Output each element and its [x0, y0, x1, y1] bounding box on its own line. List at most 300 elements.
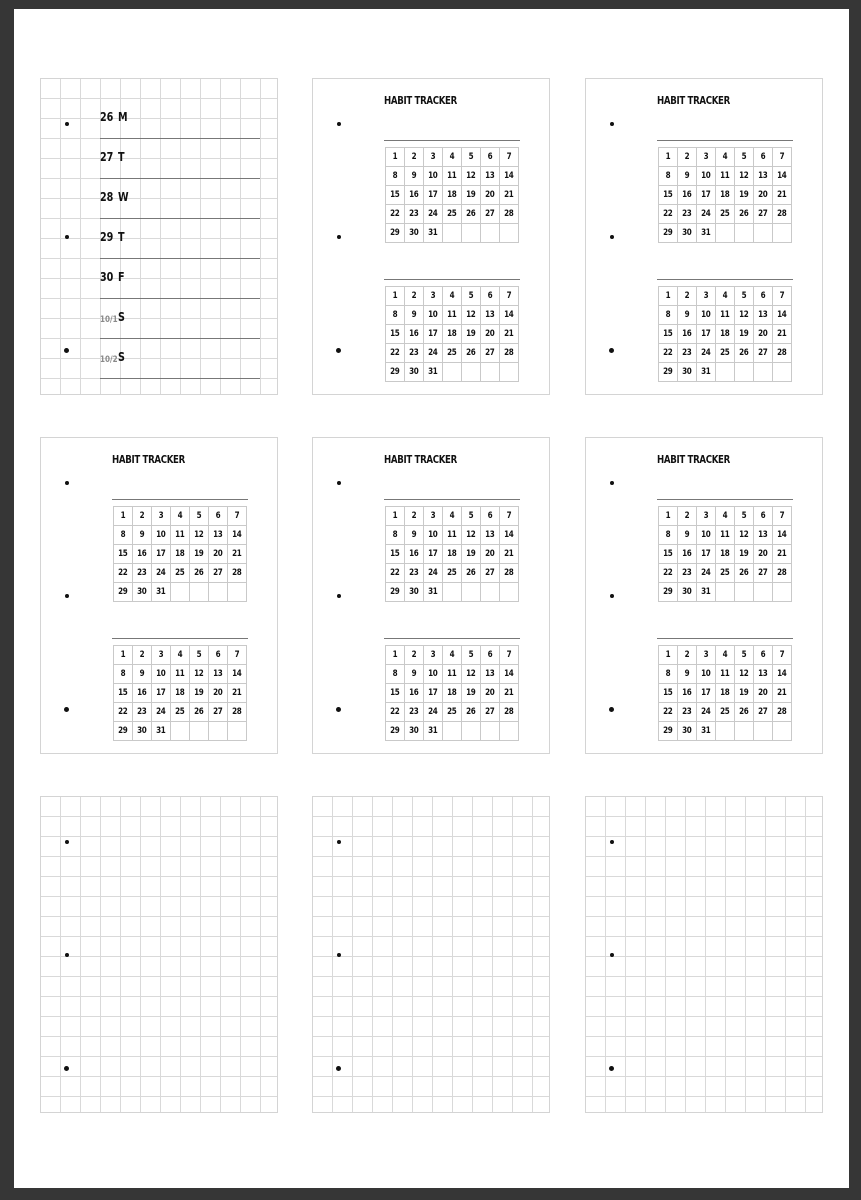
calendar-day-cell[interactable]: [500, 665, 519, 684]
calendar-day-cell[interactable]: [133, 684, 152, 703]
calendar-day-cell[interactable]: [443, 722, 462, 741]
calendar-day-cell[interactable]: [500, 722, 519, 741]
calendar-day-cell[interactable]: [171, 703, 190, 722]
calendar-day-cell[interactable]: [754, 205, 773, 224]
calendar-day-cell[interactable]: [443, 684, 462, 703]
calendar-day-cell[interactable]: [716, 148, 735, 167]
calendar-day-cell[interactable]: [190, 722, 209, 741]
calendar-day-cell[interactable]: [678, 344, 697, 363]
calendar-day-cell[interactable]: [678, 363, 697, 382]
calendar-day-cell[interactable]: [386, 684, 405, 703]
calendar-day-cell[interactable]: [716, 287, 735, 306]
calendar-day-cell[interactable]: [386, 564, 405, 583]
calendar-day-cell[interactable]: [659, 224, 678, 243]
calendar-day-cell[interactable]: [443, 703, 462, 722]
calendar-day-cell[interactable]: [386, 224, 405, 243]
calendar-day-cell[interactable]: [462, 526, 481, 545]
calendar-day-cell[interactable]: [171, 507, 190, 526]
calendar-day-cell[interactable]: [481, 148, 500, 167]
calendar-day-cell[interactable]: [773, 287, 792, 306]
calendar-day-cell[interactable]: [773, 224, 792, 243]
calendar-day-cell[interactable]: [754, 545, 773, 564]
calendar-day-cell[interactable]: [659, 148, 678, 167]
calendar-day-cell[interactable]: [773, 507, 792, 526]
calendar-day-cell[interactable]: [386, 306, 405, 325]
calendar-day-cell[interactable]: [133, 583, 152, 602]
calendar-day-cell[interactable]: [659, 684, 678, 703]
calendar-day-cell[interactable]: [678, 148, 697, 167]
calendar-day-cell[interactable]: [716, 684, 735, 703]
calendar-day-cell[interactable]: [405, 306, 424, 325]
calendar-day-cell[interactable]: [500, 363, 519, 382]
calendar-day-cell[interactable]: [462, 363, 481, 382]
calendar-day-cell[interactable]: [152, 564, 171, 583]
calendar-day-cell[interactable]: [424, 665, 443, 684]
calendar-day-cell[interactable]: [152, 526, 171, 545]
calendar-day-cell[interactable]: [152, 684, 171, 703]
calendar-day-cell[interactable]: [697, 545, 716, 564]
calendar-day-cell[interactable]: [462, 306, 481, 325]
calendar-day-cell[interactable]: [443, 665, 462, 684]
calendar-day-cell[interactable]: [500, 703, 519, 722]
calendar-day-cell[interactable]: [481, 665, 500, 684]
calendar-day-cell[interactable]: [500, 325, 519, 344]
calendar-day-cell[interactable]: [114, 545, 133, 564]
calendar-day-cell[interactable]: [209, 526, 228, 545]
calendar-day-cell[interactable]: [716, 564, 735, 583]
calendar-day-cell[interactable]: [659, 507, 678, 526]
calendar-day-cell[interactable]: [462, 167, 481, 186]
calendar-day-cell[interactable]: [481, 287, 500, 306]
calendar-day-cell[interactable]: [386, 363, 405, 382]
calendar-day-cell[interactable]: [697, 703, 716, 722]
calendar-day-cell[interactable]: [133, 545, 152, 564]
calendar-day-cell[interactable]: [678, 684, 697, 703]
calendar-day-cell[interactable]: [190, 665, 209, 684]
calendar-day-cell[interactable]: [678, 722, 697, 741]
calendar-day-cell[interactable]: [678, 306, 697, 325]
calendar-day-cell[interactable]: [678, 564, 697, 583]
calendar-day-cell[interactable]: [424, 526, 443, 545]
calendar-day-cell[interactable]: [114, 703, 133, 722]
calendar-day-cell[interactable]: [659, 583, 678, 602]
calendar-day-cell[interactable]: [171, 646, 190, 665]
calendar-day-cell[interactable]: [697, 186, 716, 205]
calendar-day-cell[interactable]: [228, 526, 247, 545]
calendar-day-cell[interactable]: [678, 224, 697, 243]
calendar-day-cell[interactable]: [405, 722, 424, 741]
calendar-day-cell[interactable]: [209, 564, 228, 583]
calendar-day-cell[interactable]: [735, 507, 754, 526]
calendar-day-cell[interactable]: [228, 564, 247, 583]
calendar-day-cell[interactable]: [754, 703, 773, 722]
calendar-day-cell[interactable]: [481, 507, 500, 526]
calendar-day-cell[interactable]: [735, 583, 754, 602]
calendar-day-cell[interactable]: [405, 363, 424, 382]
calendar-day-cell[interactable]: [190, 583, 209, 602]
calendar-day-cell[interactable]: [424, 564, 443, 583]
calendar-day-cell[interactable]: [462, 224, 481, 243]
calendar-day-cell[interactable]: [424, 224, 443, 243]
calendar-day-cell[interactable]: [716, 722, 735, 741]
calendar-day-cell[interactable]: [424, 306, 443, 325]
calendar-day-cell[interactable]: [716, 507, 735, 526]
calendar-day-cell[interactable]: [462, 507, 481, 526]
calendar-day-cell[interactable]: [735, 646, 754, 665]
calendar-day-cell[interactable]: [133, 665, 152, 684]
calendar-day-cell[interactable]: [481, 325, 500, 344]
calendar-day-cell[interactable]: [133, 722, 152, 741]
calendar-day-cell[interactable]: [152, 722, 171, 741]
calendar-day-cell[interactable]: [735, 167, 754, 186]
calendar-day-cell[interactable]: [190, 526, 209, 545]
calendar-day-cell[interactable]: [462, 703, 481, 722]
calendar-day-cell[interactable]: [500, 545, 519, 564]
calendar-day-cell[interactable]: [773, 564, 792, 583]
calendar-day-cell[interactable]: [405, 684, 424, 703]
calendar-day-cell[interactable]: [773, 344, 792, 363]
calendar-day-cell[interactable]: [716, 306, 735, 325]
calendar-day-cell[interactable]: [424, 148, 443, 167]
calendar-day-cell[interactable]: [659, 287, 678, 306]
calendar-day-cell[interactable]: [133, 703, 152, 722]
calendar-day-cell[interactable]: [735, 363, 754, 382]
calendar-day-cell[interactable]: [678, 703, 697, 722]
calendar-day-cell[interactable]: [697, 583, 716, 602]
calendar-day-cell[interactable]: [171, 684, 190, 703]
calendar-day-cell[interactable]: [500, 287, 519, 306]
calendar-day-cell[interactable]: [114, 722, 133, 741]
calendar-day-cell[interactable]: [500, 224, 519, 243]
calendar-day-cell[interactable]: [228, 703, 247, 722]
calendar-day-cell[interactable]: [678, 186, 697, 205]
calendar-day-cell[interactable]: [735, 722, 754, 741]
calendar-day-cell[interactable]: [405, 344, 424, 363]
calendar-day-cell[interactable]: [697, 722, 716, 741]
calendar-day-cell[interactable]: [114, 583, 133, 602]
calendar-day-cell[interactable]: [481, 344, 500, 363]
calendar-day-cell[interactable]: [386, 325, 405, 344]
calendar-day-cell[interactable]: [659, 167, 678, 186]
calendar-day-cell[interactable]: [773, 363, 792, 382]
calendar-day-cell[interactable]: [443, 306, 462, 325]
calendar-day-cell[interactable]: [500, 564, 519, 583]
calendar-day-cell[interactable]: [228, 722, 247, 741]
calendar-day-cell[interactable]: [773, 684, 792, 703]
calendar-day-cell[interactable]: [754, 186, 773, 205]
calendar-day-cell[interactable]: [405, 186, 424, 205]
calendar-day-cell[interactable]: [386, 526, 405, 545]
calendar-day-cell[interactable]: [500, 344, 519, 363]
calendar-day-cell[interactable]: [659, 545, 678, 564]
calendar-day-cell[interactable]: [424, 646, 443, 665]
calendar-day-cell[interactable]: [462, 722, 481, 741]
calendar-day-cell[interactable]: [209, 703, 228, 722]
calendar-day-cell[interactable]: [773, 186, 792, 205]
calendar-day-cell[interactable]: [462, 684, 481, 703]
calendar-day-cell[interactable]: [443, 646, 462, 665]
calendar-day-cell[interactable]: [443, 344, 462, 363]
calendar-day-cell[interactable]: [405, 507, 424, 526]
calendar-day-cell[interactable]: [697, 224, 716, 243]
calendar-day-cell[interactable]: [405, 665, 424, 684]
calendar-day-cell[interactable]: [659, 703, 678, 722]
calendar-day-cell[interactable]: [462, 646, 481, 665]
calendar-day-cell[interactable]: [152, 703, 171, 722]
calendar-day-cell[interactable]: [424, 363, 443, 382]
calendar-day-cell[interactable]: [462, 545, 481, 564]
calendar-day-cell[interactable]: [114, 665, 133, 684]
calendar-day-cell[interactable]: [697, 665, 716, 684]
calendar-day-cell[interactable]: [735, 684, 754, 703]
calendar-day-cell[interactable]: [171, 722, 190, 741]
calendar-day-cell[interactable]: [462, 205, 481, 224]
calendar-day-cell[interactable]: [754, 224, 773, 243]
calendar-day-cell[interactable]: [424, 344, 443, 363]
calendar-day-cell[interactable]: [114, 646, 133, 665]
calendar-day-cell[interactable]: [462, 148, 481, 167]
calendar-day-cell[interactable]: [697, 148, 716, 167]
calendar-day-cell[interactable]: [228, 684, 247, 703]
calendar-day-cell[interactable]: [190, 703, 209, 722]
calendar-day-cell[interactable]: [481, 526, 500, 545]
calendar-day-cell[interactable]: [659, 363, 678, 382]
calendar-day-cell[interactable]: [716, 665, 735, 684]
calendar-day-cell[interactable]: [209, 646, 228, 665]
calendar-day-cell[interactable]: [697, 344, 716, 363]
calendar-day-cell[interactable]: [678, 287, 697, 306]
calendar-day-cell[interactable]: [678, 205, 697, 224]
calendar-day-cell[interactable]: [228, 583, 247, 602]
calendar-day-cell[interactable]: [424, 287, 443, 306]
calendar-day-cell[interactable]: [500, 526, 519, 545]
calendar-day-cell[interactable]: [773, 583, 792, 602]
calendar-day-cell[interactable]: [481, 224, 500, 243]
calendar-day-cell[interactable]: [386, 344, 405, 363]
calendar-day-cell[interactable]: [152, 545, 171, 564]
calendar-day-cell[interactable]: [754, 583, 773, 602]
calendar-day-cell[interactable]: [500, 646, 519, 665]
calendar-day-cell[interactable]: [773, 167, 792, 186]
calendar-day-cell[interactable]: [716, 545, 735, 564]
calendar-day-cell[interactable]: [481, 205, 500, 224]
calendar-day-cell[interactable]: [462, 186, 481, 205]
calendar-day-cell[interactable]: [209, 583, 228, 602]
calendar-day-cell[interactable]: [500, 186, 519, 205]
calendar-day-cell[interactable]: [114, 507, 133, 526]
calendar-day-cell[interactable]: [773, 306, 792, 325]
calendar-day-cell[interactable]: [716, 167, 735, 186]
calendar-day-cell[interactable]: [773, 148, 792, 167]
calendar-day-cell[interactable]: [481, 363, 500, 382]
calendar-day-cell[interactable]: [443, 148, 462, 167]
calendar-day-cell[interactable]: [716, 583, 735, 602]
calendar-day-cell[interactable]: [678, 646, 697, 665]
calendar-day-cell[interactable]: [443, 287, 462, 306]
calendar-day-cell[interactable]: [500, 306, 519, 325]
calendar-day-cell[interactable]: [481, 722, 500, 741]
calendar-day-cell[interactable]: [405, 167, 424, 186]
calendar-day-cell[interactable]: [443, 224, 462, 243]
calendar-day-cell[interactable]: [481, 306, 500, 325]
calendar-day-cell[interactable]: [754, 646, 773, 665]
calendar-day-cell[interactable]: [678, 507, 697, 526]
calendar-day-cell[interactable]: [735, 665, 754, 684]
calendar-day-cell[interactable]: [735, 344, 754, 363]
calendar-day-cell[interactable]: [754, 684, 773, 703]
calendar-day-cell[interactable]: [405, 526, 424, 545]
calendar-day-cell[interactable]: [735, 526, 754, 545]
calendar-day-cell[interactable]: [228, 665, 247, 684]
calendar-day-cell[interactable]: [133, 507, 152, 526]
calendar-day-cell[interactable]: [697, 646, 716, 665]
calendar-day-cell[interactable]: [405, 564, 424, 583]
calendar-day-cell[interactable]: [443, 186, 462, 205]
calendar-day-cell[interactable]: [133, 564, 152, 583]
calendar-day-cell[interactable]: [209, 507, 228, 526]
calendar-day-cell[interactable]: [405, 224, 424, 243]
calendar-day-cell[interactable]: [424, 545, 443, 564]
calendar-day-cell[interactable]: [716, 344, 735, 363]
calendar-day-cell[interactable]: [735, 306, 754, 325]
calendar-day-cell[interactable]: [659, 722, 678, 741]
calendar-day-cell[interactable]: [500, 684, 519, 703]
calendar-day-cell[interactable]: [716, 224, 735, 243]
calendar-day-cell[interactable]: [754, 344, 773, 363]
calendar-day-cell[interactable]: [697, 287, 716, 306]
calendar-day-cell[interactable]: [754, 665, 773, 684]
calendar-day-cell[interactable]: [678, 583, 697, 602]
calendar-day-cell[interactable]: [500, 167, 519, 186]
calendar-day-cell[interactable]: [678, 545, 697, 564]
calendar-day-cell[interactable]: [481, 703, 500, 722]
calendar-day-cell[interactable]: [773, 646, 792, 665]
calendar-day-cell[interactable]: [735, 325, 754, 344]
calendar-day-cell[interactable]: [386, 167, 405, 186]
calendar-day-cell[interactable]: [114, 684, 133, 703]
calendar-day-cell[interactable]: [773, 703, 792, 722]
calendar-day-cell[interactable]: [659, 205, 678, 224]
calendar-day-cell[interactable]: [424, 167, 443, 186]
calendar-day-cell[interactable]: [114, 526, 133, 545]
calendar-day-cell[interactable]: [424, 722, 443, 741]
calendar-day-cell[interactable]: [659, 325, 678, 344]
calendar-day-cell[interactable]: [481, 684, 500, 703]
calendar-day-cell[interactable]: [405, 287, 424, 306]
calendar-day-cell[interactable]: [716, 186, 735, 205]
calendar-day-cell[interactable]: [500, 148, 519, 167]
calendar-day-cell[interactable]: [697, 325, 716, 344]
calendar-day-cell[interactable]: [443, 526, 462, 545]
calendar-day-cell[interactable]: [152, 507, 171, 526]
calendar-day-cell[interactable]: [386, 205, 405, 224]
calendar-day-cell[interactable]: [424, 703, 443, 722]
calendar-day-cell[interactable]: [386, 703, 405, 722]
calendar-day-cell[interactable]: [443, 167, 462, 186]
calendar-day-cell[interactable]: [773, 526, 792, 545]
calendar-day-cell[interactable]: [152, 583, 171, 602]
calendar-day-cell[interactable]: [424, 583, 443, 602]
calendar-day-cell[interactable]: [424, 684, 443, 703]
calendar-day-cell[interactable]: [659, 665, 678, 684]
calendar-day-cell[interactable]: [716, 205, 735, 224]
calendar-day-cell[interactable]: [659, 306, 678, 325]
calendar-day-cell[interactable]: [735, 186, 754, 205]
calendar-day-cell[interactable]: [152, 665, 171, 684]
calendar-day-cell[interactable]: [659, 646, 678, 665]
calendar-day-cell[interactable]: [386, 507, 405, 526]
calendar-day-cell[interactable]: [754, 526, 773, 545]
calendar-day-cell[interactable]: [659, 186, 678, 205]
calendar-day-cell[interactable]: [659, 526, 678, 545]
calendar-day-cell[interactable]: [171, 583, 190, 602]
calendar-day-cell[interactable]: [754, 287, 773, 306]
calendar-day-cell[interactable]: [386, 722, 405, 741]
calendar-day-cell[interactable]: [735, 703, 754, 722]
calendar-day-cell[interactable]: [678, 526, 697, 545]
calendar-day-cell[interactable]: [209, 722, 228, 741]
calendar-day-cell[interactable]: [754, 722, 773, 741]
calendar-day-cell[interactable]: [678, 167, 697, 186]
calendar-day-cell[interactable]: [500, 205, 519, 224]
calendar-day-cell[interactable]: [405, 583, 424, 602]
calendar-day-cell[interactable]: [481, 583, 500, 602]
calendar-day-cell[interactable]: [773, 665, 792, 684]
calendar-day-cell[interactable]: [228, 507, 247, 526]
calendar-day-cell[interactable]: [443, 507, 462, 526]
calendar-day-cell[interactable]: [228, 646, 247, 665]
calendar-day-cell[interactable]: [209, 684, 228, 703]
calendar-day-cell[interactable]: [716, 325, 735, 344]
calendar-day-cell[interactable]: [716, 526, 735, 545]
calendar-day-cell[interactable]: [697, 564, 716, 583]
calendar-day-cell[interactable]: [735, 205, 754, 224]
calendar-day-cell[interactable]: [462, 665, 481, 684]
calendar-day-cell[interactable]: [754, 363, 773, 382]
calendar-day-cell[interactable]: [754, 507, 773, 526]
calendar-day-cell[interactable]: [735, 287, 754, 306]
calendar-day-cell[interactable]: [481, 564, 500, 583]
calendar-day-cell[interactable]: [773, 545, 792, 564]
calendar-day-cell[interactable]: [386, 665, 405, 684]
calendar-day-cell[interactable]: [754, 306, 773, 325]
calendar-day-cell[interactable]: [481, 545, 500, 564]
calendar-day-cell[interactable]: [209, 545, 228, 564]
calendar-day-cell[interactable]: [386, 186, 405, 205]
calendar-day-cell[interactable]: [405, 325, 424, 344]
calendar-day-cell[interactable]: [462, 564, 481, 583]
calendar-day-cell[interactable]: [754, 167, 773, 186]
calendar-day-cell[interactable]: [209, 665, 228, 684]
calendar-day-cell[interactable]: [114, 564, 133, 583]
calendar-day-cell[interactable]: [735, 224, 754, 243]
calendar-day-cell[interactable]: [424, 186, 443, 205]
calendar-day-cell[interactable]: [171, 545, 190, 564]
calendar-day-cell[interactable]: [462, 287, 481, 306]
calendar-day-cell[interactable]: [133, 526, 152, 545]
calendar-day-cell[interactable]: [405, 205, 424, 224]
calendar-day-cell[interactable]: [697, 526, 716, 545]
calendar-day-cell[interactable]: [697, 363, 716, 382]
calendar-day-cell[interactable]: [735, 545, 754, 564]
calendar-day-cell[interactable]: [773, 722, 792, 741]
calendar-day-cell[interactable]: [443, 545, 462, 564]
calendar-day-cell[interactable]: [659, 344, 678, 363]
calendar-day-cell[interactable]: [405, 703, 424, 722]
calendar-day-cell[interactable]: [190, 684, 209, 703]
calendar-day-cell[interactable]: [190, 507, 209, 526]
calendar-day-cell[interactable]: [697, 507, 716, 526]
